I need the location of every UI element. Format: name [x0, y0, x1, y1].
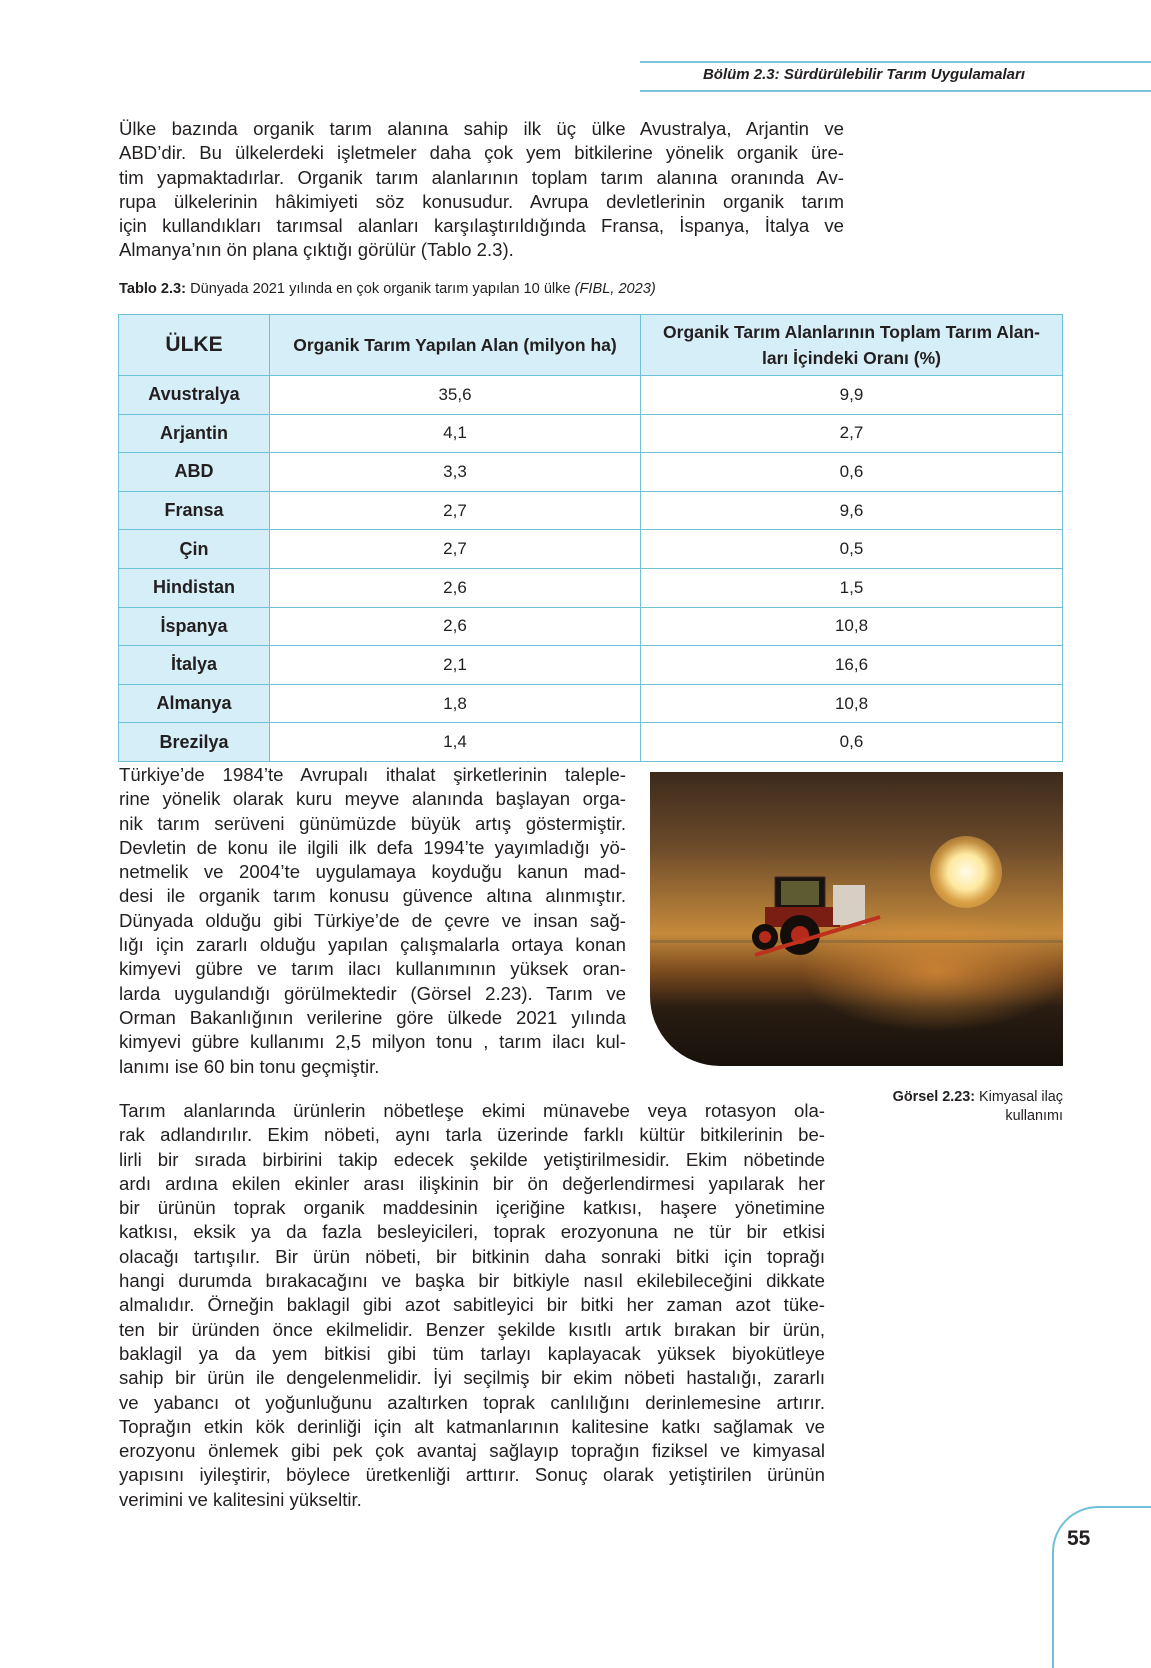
- table-row: [119, 491, 1063, 530]
- table-caption-label: Tablo 2.3:: [119, 281, 187, 297]
- rotation-paragraph: [119, 1099, 825, 1512]
- cell-ratio: 16,6: [641, 646, 1063, 685]
- text-line: sahip bir ürün ile dengelenmelidir. İyi seçilmiş bir ekim nöbeti hastalığı, zararlı: [119, 1367, 825, 1389]
- figure-caption-label: Görsel 2.23:: [892, 1089, 976, 1105]
- text-line: Türkiye’de 1984’te Avrupalı ithalat şirketlerinin taleple-: [119, 764, 626, 785]
- cell-country: Brezilya: [119, 723, 270, 762]
- text-line: yapısını iyileştirir, böylece üretkenliği arttırır. Sonuç olarak yetiştirilen ürünün: [119, 1464, 825, 1486]
- cell-area: 2,6: [270, 607, 641, 646]
- text-line: larda uygulandığı görülmektedir (Görsel 2.23). Tarım ve: [119, 982, 626, 1004]
- cell-ratio: 0,6: [641, 723, 1063, 762]
- page-number: 55: [1067, 1527, 1091, 1550]
- table-row: [119, 414, 1063, 453]
- table-row: [119, 376, 1063, 415]
- cell-area: 2,6: [270, 568, 641, 607]
- cell-ratio: 2,7: [641, 414, 1063, 453]
- header-country: ÜLKE: [119, 315, 270, 376]
- text-line: ABD’dir. Bu ülkelerdeki işletmeler daha çok yem bitkilerine yönelik organik üre-: [119, 142, 844, 164]
- cell-ratio: 10,8: [641, 607, 1063, 646]
- cell-area: 2,7: [270, 491, 641, 530]
- text-line: netmelik ve 2004’te uygulamaya koyduğu kanun mad-: [119, 861, 626, 883]
- table-caption-text: Dünyada 2021 yılında en çok organik tarım yapılan 10 ülke: [186, 281, 575, 297]
- text-line: bir ürünün toprak organik maddesinin içeriğine katkısı, haşere yönetimine: [119, 1197, 825, 1219]
- cell-area: 2,7: [270, 530, 641, 569]
- text-line: ten bir üründen önce ekilmelidir. Benzer şekilde kısıtlı artık bırakan bir ürün,: [119, 1318, 825, 1340]
- header-rule-top: [640, 61, 1151, 63]
- table-row: [119, 646, 1063, 685]
- turkey-paragraph: [119, 763, 626, 1079]
- text-line: Toprağın etkin kök derinliği için alt katmanlarının kalitesine katkı sağlamak ve: [119, 1415, 825, 1437]
- header-area: Organik Tarım Yapılan Alan (milyon ha): [270, 315, 641, 376]
- text-line: ardı ardına ekilen ekinler arası ilişkinin bir ön değerlendirmesi yapılarak her: [119, 1172, 825, 1194]
- table-header-row: [119, 315, 1063, 376]
- text-line: lanımı ise 60 bin tonu geçmiştir.: [119, 1055, 380, 1077]
- cell-area: 4,1: [270, 414, 641, 453]
- cell-country: İspanya: [119, 607, 270, 646]
- intro-paragraph: [119, 117, 844, 263]
- tractor-spraying-photo: [650, 772, 1063, 1066]
- text-line: nik tarım serüveni günümüzde büyük artış göstermiştir.: [119, 812, 626, 834]
- text-line: kimyevi gübre ve tarım ilacı kullanımının yüksek oran-: [119, 958, 626, 980]
- section-title: Bölüm 2.3: Sürdürülebilir Tarım Uygulamaları: [702, 66, 1025, 83]
- text-line: Ülke bazında organik tarım alanına sahip ilk üç ülke Avustralya, Arjantin ve: [119, 118, 844, 139]
- table-caption-source: (FIBL, 2023): [574, 281, 656, 297]
- cell-country: Çin: [119, 530, 270, 569]
- cell-ratio: 0,5: [641, 530, 1063, 569]
- text-line: Almanya’nın ön plana çıktığı görülür (Tablo 2.3).: [119, 239, 514, 261]
- text-line: rak adlandırılır. Ekim nöbeti, aynı tarla üzerinde farklı kültür bitkilerinin be-: [119, 1124, 825, 1146]
- text-line: olacağı tartışılır. Bir ürün nöbeti, bir bitkinin daha sonraki bitki için toprağı: [119, 1245, 825, 1267]
- table-caption: [119, 281, 656, 297]
- cell-area: 1,8: [270, 684, 641, 723]
- table-row: [119, 568, 1063, 607]
- text-line: desi ile organik tarım konusu güvence altına alınmıştır.: [119, 885, 626, 907]
- table-row: [119, 607, 1063, 646]
- figure-caption: Görsel 2.23: Kimyasal ilaç kullanımı: [892, 1089, 1063, 1124]
- text-line: baklagil ya da yem bitkisi gibi tüm tarlayı kaplayacak yüksek biyokütleye: [119, 1342, 825, 1364]
- text-line: erozyonu önlemek gibi pek çok avantaj sağlayıp toprağın fiziksel ve kimyasal: [119, 1440, 825, 1462]
- text-line: verimini ve kalitesini yükseltir.: [119, 1488, 362, 1510]
- cell-area: 2,1: [270, 646, 641, 685]
- cell-area: 3,3: [270, 453, 641, 492]
- text-line: katkısı, eksik ya da fazla besleyicileri, toprak erozyonuna ne tür bir etkisi: [119, 1221, 825, 1243]
- text-line: almalıdır. Örneğin baklagil gibi azot sabitleyici bir bitki her zaman azot tüke-: [119, 1294, 825, 1316]
- header-ratio: Organik Tarım Alanlarının Toplam Tarım Alan- ları İçindeki Oranı (%): [641, 315, 1063, 376]
- text-line: Tarım alanlarında ürünlerin nöbetleşe ekimi münavebe veya rotasyon ola-: [119, 1100, 825, 1121]
- cell-area: 35,6: [270, 376, 641, 415]
- text-line: Orman Bakanlığının verilerine göre ülkede 2021 yılında: [119, 1006, 626, 1028]
- text-line: Dünyada olduğu gibi Türkiye’de de çevre ve insan sağ-: [119, 909, 626, 931]
- table-row: [119, 723, 1063, 762]
- cell-ratio: 9,6: [641, 491, 1063, 530]
- cell-country: Almanya: [119, 684, 270, 723]
- text-line: kimyevi gübre kullanımı 2,5 milyon tonu , tarım ilacı kul-: [119, 1031, 626, 1053]
- header-rule-bottom: [640, 90, 1151, 92]
- table-row: [119, 530, 1063, 569]
- cell-country: Fransa: [119, 491, 270, 530]
- text-line: rupa ülkelerinin hâkimiyeti söz konusudur. Avrupa devletlerinin organik tarım: [119, 190, 844, 212]
- text-line: tim yapmaktadırlar. Organik tarım alanlarının toplam tarım alanına oranında Av-: [119, 166, 844, 188]
- text-line: lirli bir sırada birbirini takip edecek şekilde yetiştirilmesidir. Ekim nöbetinde: [119, 1148, 825, 1170]
- tractor-icon: [745, 867, 885, 957]
- cell-country: Hindistan: [119, 568, 270, 607]
- text-line: için kullandıkları tarımsal alanları karşılaştırıldığında Fransa, İspanya, İtalya ve: [119, 215, 844, 237]
- cell-ratio: 0,6: [641, 453, 1063, 492]
- organic-farming-table: [118, 314, 1063, 762]
- cell-country: Avustralya: [119, 376, 270, 415]
- cell-ratio: 10,8: [641, 684, 1063, 723]
- text-line: hangi durumda bırakacağını ve başka bir bitkiyle nasıl ekilebileceğini dikkate: [119, 1270, 825, 1292]
- cell-area: 1,4: [270, 723, 641, 762]
- sun-icon: [930, 836, 1002, 908]
- text-line: rine yönelik olarak kuru meyve alanında başlayan orga-: [119, 788, 626, 810]
- text-line: Devletin de konu ile ilgili ilk defa 1994’te yayımladığı yö-: [119, 836, 626, 858]
- cell-ratio: 9,9: [641, 376, 1063, 415]
- table-row: [119, 453, 1063, 492]
- cell-country: Arjantin: [119, 414, 270, 453]
- cell-country: ABD: [119, 453, 270, 492]
- text-line: lığı için zararlı olduğu yapılan çalışmalarla ortaya konan: [119, 934, 626, 956]
- text-line: ve yabancı ot yoğunluğunu azaltırken toprak canlılığını derinlemesine artırır.: [119, 1391, 825, 1413]
- table-row: [119, 684, 1063, 723]
- cell-country: İtalya: [119, 646, 270, 685]
- cell-ratio: 1,5: [641, 568, 1063, 607]
